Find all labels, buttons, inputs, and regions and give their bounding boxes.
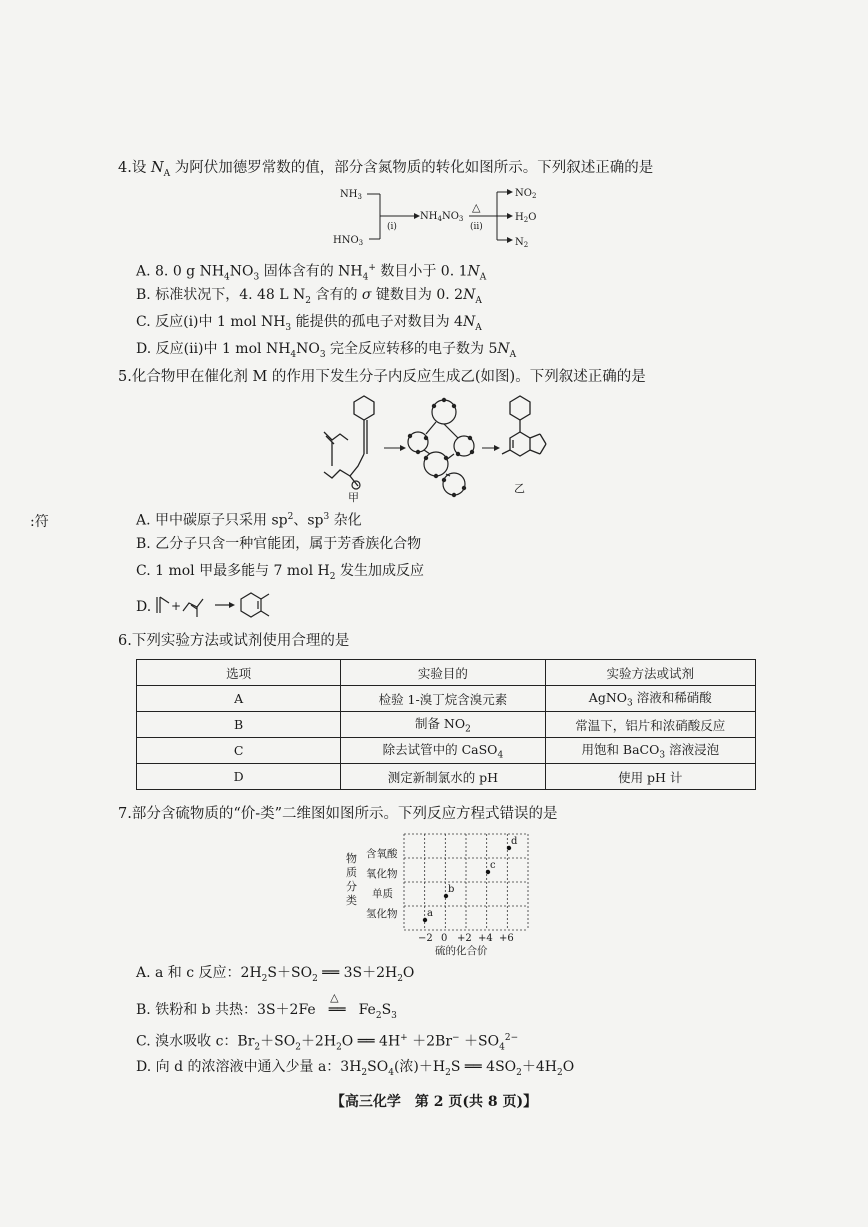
point-label: a xyxy=(427,908,433,919)
catalyst-m-structure xyxy=(408,400,474,495)
compound-yi-structure xyxy=(502,396,546,456)
chart-ylabel-char: 分 xyxy=(346,880,357,893)
table-cell: 检验 1-溴丁烷含溴元素 xyxy=(341,686,545,712)
table-header: 实验目的 xyxy=(341,660,545,686)
q5-option-d-reaction xyxy=(155,585,280,625)
page-footer: 【高三化学 第 2 页(共 8 页)】 xyxy=(330,1094,538,1110)
q4-reactant2: $HNO_3$ xyxy=(333,235,364,247)
q7-option-b: B. 铁粉和 b 共热：3S＋2Fe △ ══ $Fe_2S_3$ xyxy=(136,991,397,1021)
q5-option-b: B. 乙分子只含一种官能团，属于芳香族化合物 xyxy=(136,536,422,552)
q4-option-b: B. 标准状况下，4. 48 L $N_2$ 含有的 σ 键数目为 0. $2N_A$ xyxy=(136,287,482,306)
table-cell: AgNO$_3$ 溶液和稀硝酸 xyxy=(545,686,755,712)
chart-xlabel: 硫的化合价 xyxy=(435,945,488,957)
chart-ylabel-char: 质 xyxy=(346,866,357,879)
table-row xyxy=(137,686,756,712)
table-row xyxy=(137,738,756,764)
table-cell: C xyxy=(137,738,341,764)
q5-option-d: D. xyxy=(136,599,152,615)
tick-label: +6 xyxy=(499,933,514,944)
label-yi: 乙 xyxy=(514,482,525,495)
tick-label: −2 xyxy=(418,933,433,944)
table-header: 选项 xyxy=(137,660,341,686)
q4-product3: $N_2$ xyxy=(515,237,529,249)
table-cell: D xyxy=(137,764,341,790)
table-cell: 用饱和 BaCO$_3$ 溶液浸泡 xyxy=(545,738,755,764)
q4-reactant1: $NH_3$ xyxy=(340,189,362,201)
tick-label: 0 xyxy=(441,933,448,944)
table-cell: A xyxy=(137,686,341,712)
q5-stem: 5.化合物甲在催化剂 M 的作用下发生分子内反应生成乙(如图)。下列叙述正确的是 xyxy=(118,369,646,385)
tick-label: +2 xyxy=(457,933,472,944)
category-label: 氢化物 xyxy=(366,908,398,920)
chart-ticks xyxy=(418,933,514,944)
point-label: b xyxy=(448,884,455,895)
category-label: 含氧酸 xyxy=(366,848,398,860)
q4-arrow1-label: (ⅰ) xyxy=(387,222,397,232)
svg-text:+: + xyxy=(171,599,182,613)
q6-table xyxy=(136,659,756,790)
table-cell: B xyxy=(137,712,341,738)
q4-option-d: D. 反应(ⅱ)中 1 mol $NH_4NO_3$ 完全反应转移的电子数为 $5N_A$ xyxy=(136,341,517,360)
table-cell: 制备 $NO_2$ xyxy=(341,712,545,738)
category-label: 单质 xyxy=(372,888,393,900)
table-cell: 除去试管中的 CaSO$_4$ xyxy=(341,738,545,764)
table-row xyxy=(137,764,756,790)
q7-option-a: A. a 和 c 反应：$2H_2S+SO_2$ ══ $3S+2H_2O$ xyxy=(136,965,415,984)
table-cell: 常温下，铝片和浓硝酸反应 xyxy=(545,712,755,738)
table-row xyxy=(137,712,756,738)
side-mark: :符 xyxy=(30,514,49,530)
q7-stem: 7.部分含硫物质的“价-类”二维图如图所示。下列反应方程式错误的是 xyxy=(118,806,558,822)
tick-label: +4 xyxy=(478,933,493,944)
table-cell: 使用 pH 计 xyxy=(545,764,755,790)
table-cell: 测定新制氯水的 pH xyxy=(341,764,545,790)
q7-valence-class-chart xyxy=(340,830,540,960)
q4-product2: $H_2O$ xyxy=(515,212,537,224)
q7-option-c: C. 溴水吸收 c：$Br_2+SO_2+2H_2O$ ══ $4H^+ +2Br^- +SO_4^{2-}$ xyxy=(136,1033,519,1053)
table-header: 实验方法或试剂 xyxy=(545,660,755,686)
chart-categories xyxy=(366,847,398,920)
q4-arrow2-label: (ⅱ) xyxy=(470,222,483,232)
q5-option-a: A. 甲中碳原子只采用 $sp^2$、$sp^3$ 杂化 xyxy=(136,512,362,529)
q5-reaction-scheme xyxy=(318,392,558,504)
q4-product1: $NO_2$ xyxy=(515,188,537,200)
q6-stem: 6.下列实验方法或试剂使用合理的是 xyxy=(118,633,350,649)
chart-ylabel xyxy=(346,851,357,907)
table-header-row xyxy=(137,660,756,686)
label-jia: 甲 xyxy=(348,491,359,504)
q4-arrow2-top: △ xyxy=(472,201,481,214)
chart-ylabel-char: 类 xyxy=(346,894,357,907)
category-label: 氧化物 xyxy=(366,868,398,880)
q7-option-d: D. 向 d 的浓溶液中通入少量 a：$3H_2SO_4$(浓)$+H_2S$ ══ $4SO_2+4H_2O$ xyxy=(136,1059,575,1078)
q4-intermediate: $NH_4NO_3$ xyxy=(420,211,464,223)
q4-stem: 4.设 $N_A$ 为阿伏加德罗常数的值，部分含氮物质的转化如图所示。下列叙述正确的是 xyxy=(118,160,654,179)
chart-ylabel-char: 物 xyxy=(346,852,357,865)
q4-option-a: A. 8. 0 g $NH_4NO_3$ 固体含有的 $NH_4^+$ 数目小于 0. $1N_A$ xyxy=(136,263,487,283)
q4-option-c: C. 反应(ⅰ)中 1 mol $NH_3$ 能提供的孤电子对数目为 $4N_A$ xyxy=(136,314,482,333)
point-label: d xyxy=(511,836,518,847)
q4-nitrogen-diagram xyxy=(325,180,565,252)
q5-option-c: C. 1 mol 甲最多能与 7 mol $H_2$ 发生加成反应 xyxy=(136,563,424,582)
point-label: c xyxy=(490,860,496,871)
compound-jia-structure xyxy=(324,396,374,486)
